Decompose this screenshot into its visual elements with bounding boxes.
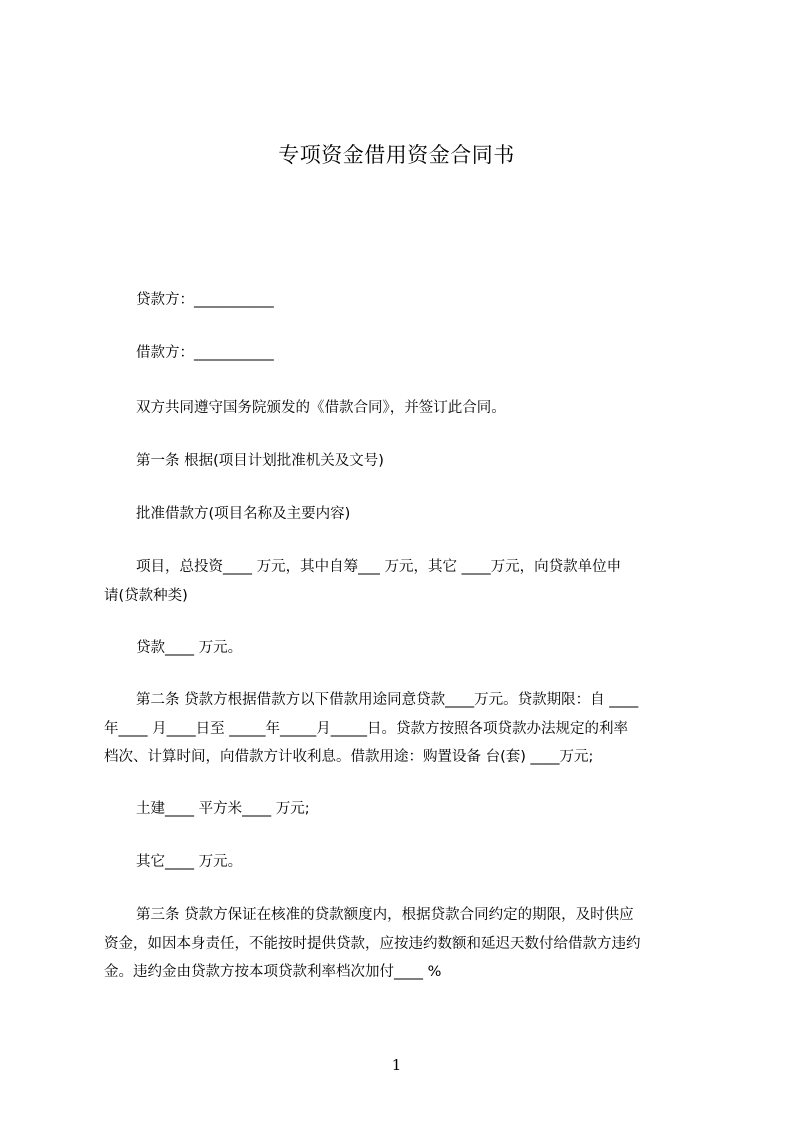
paragraph-line: 借款方：___________ [136,345,274,361]
paragraph-line: 贷款方：___________ [136,292,274,308]
approval-paragraph [104,500,732,529]
article-3-paragraph [104,901,700,987]
paragraph-line: 金。违约金由贷款方按本项贷款利率档次加付____ % [104,964,442,980]
paragraph-line: 资金，如因本身责任，不能按时提供贷款，应按违约数额和延迟天数付给借款方违约 [104,935,641,952]
paragraph-line: 土建____ 平方米____ 万元; [136,801,310,817]
borrower-field [104,339,732,368]
paragraph-line: 贷款____ 万元。 [136,640,243,656]
project-investment-paragraph [104,553,700,610]
lender-field [104,286,732,315]
paragraph-line: 批准借款方(项目名称及主要内容) [136,506,351,522]
paragraph-line: 第三条 贷款方保证在核准的贷款额度内，根据贷款合同约定的期限，及时供应 [136,907,634,923]
construction-paragraph [104,795,732,824]
document-title: 专项资金借用资金合同书 [278,143,515,167]
paragraph-line: 档次、计算时间，向借款方计收利息。借款用途：购置设备 台(套) ____万元; [104,749,594,765]
paragraph-line: 项目，总投资____ 万元，其中自筹___ 万元，其它 ____万元，向贷款单位申 [136,559,622,575]
preamble-paragraph [104,394,732,423]
other-paragraph [104,848,732,877]
paragraph-line: 第一条 根据(项目计划批准机关及文号) [136,453,384,469]
page-number: 1 [391,1056,402,1074]
paragraph-line: 请(贷款种类) [104,587,188,604]
article-1-heading [104,447,732,476]
loan-amount-paragraph [104,634,732,663]
paragraph-line: 其它____ 万元。 [136,854,243,870]
paragraph-line: 双方共同遵守国务院颁发的《借款合同》，并签订此合同。 [136,400,506,416]
paragraph-line: 第二条 贷款方根据借款方以下借款用途同意贷款____万元。贷款期限：自 ____ [136,692,639,708]
article-2-paragraph [104,686,700,772]
paragraph-line: 年____ 月____日至 _____年_____月_____日。贷款方按照各项贷款办法规定的利率 [104,720,628,737]
